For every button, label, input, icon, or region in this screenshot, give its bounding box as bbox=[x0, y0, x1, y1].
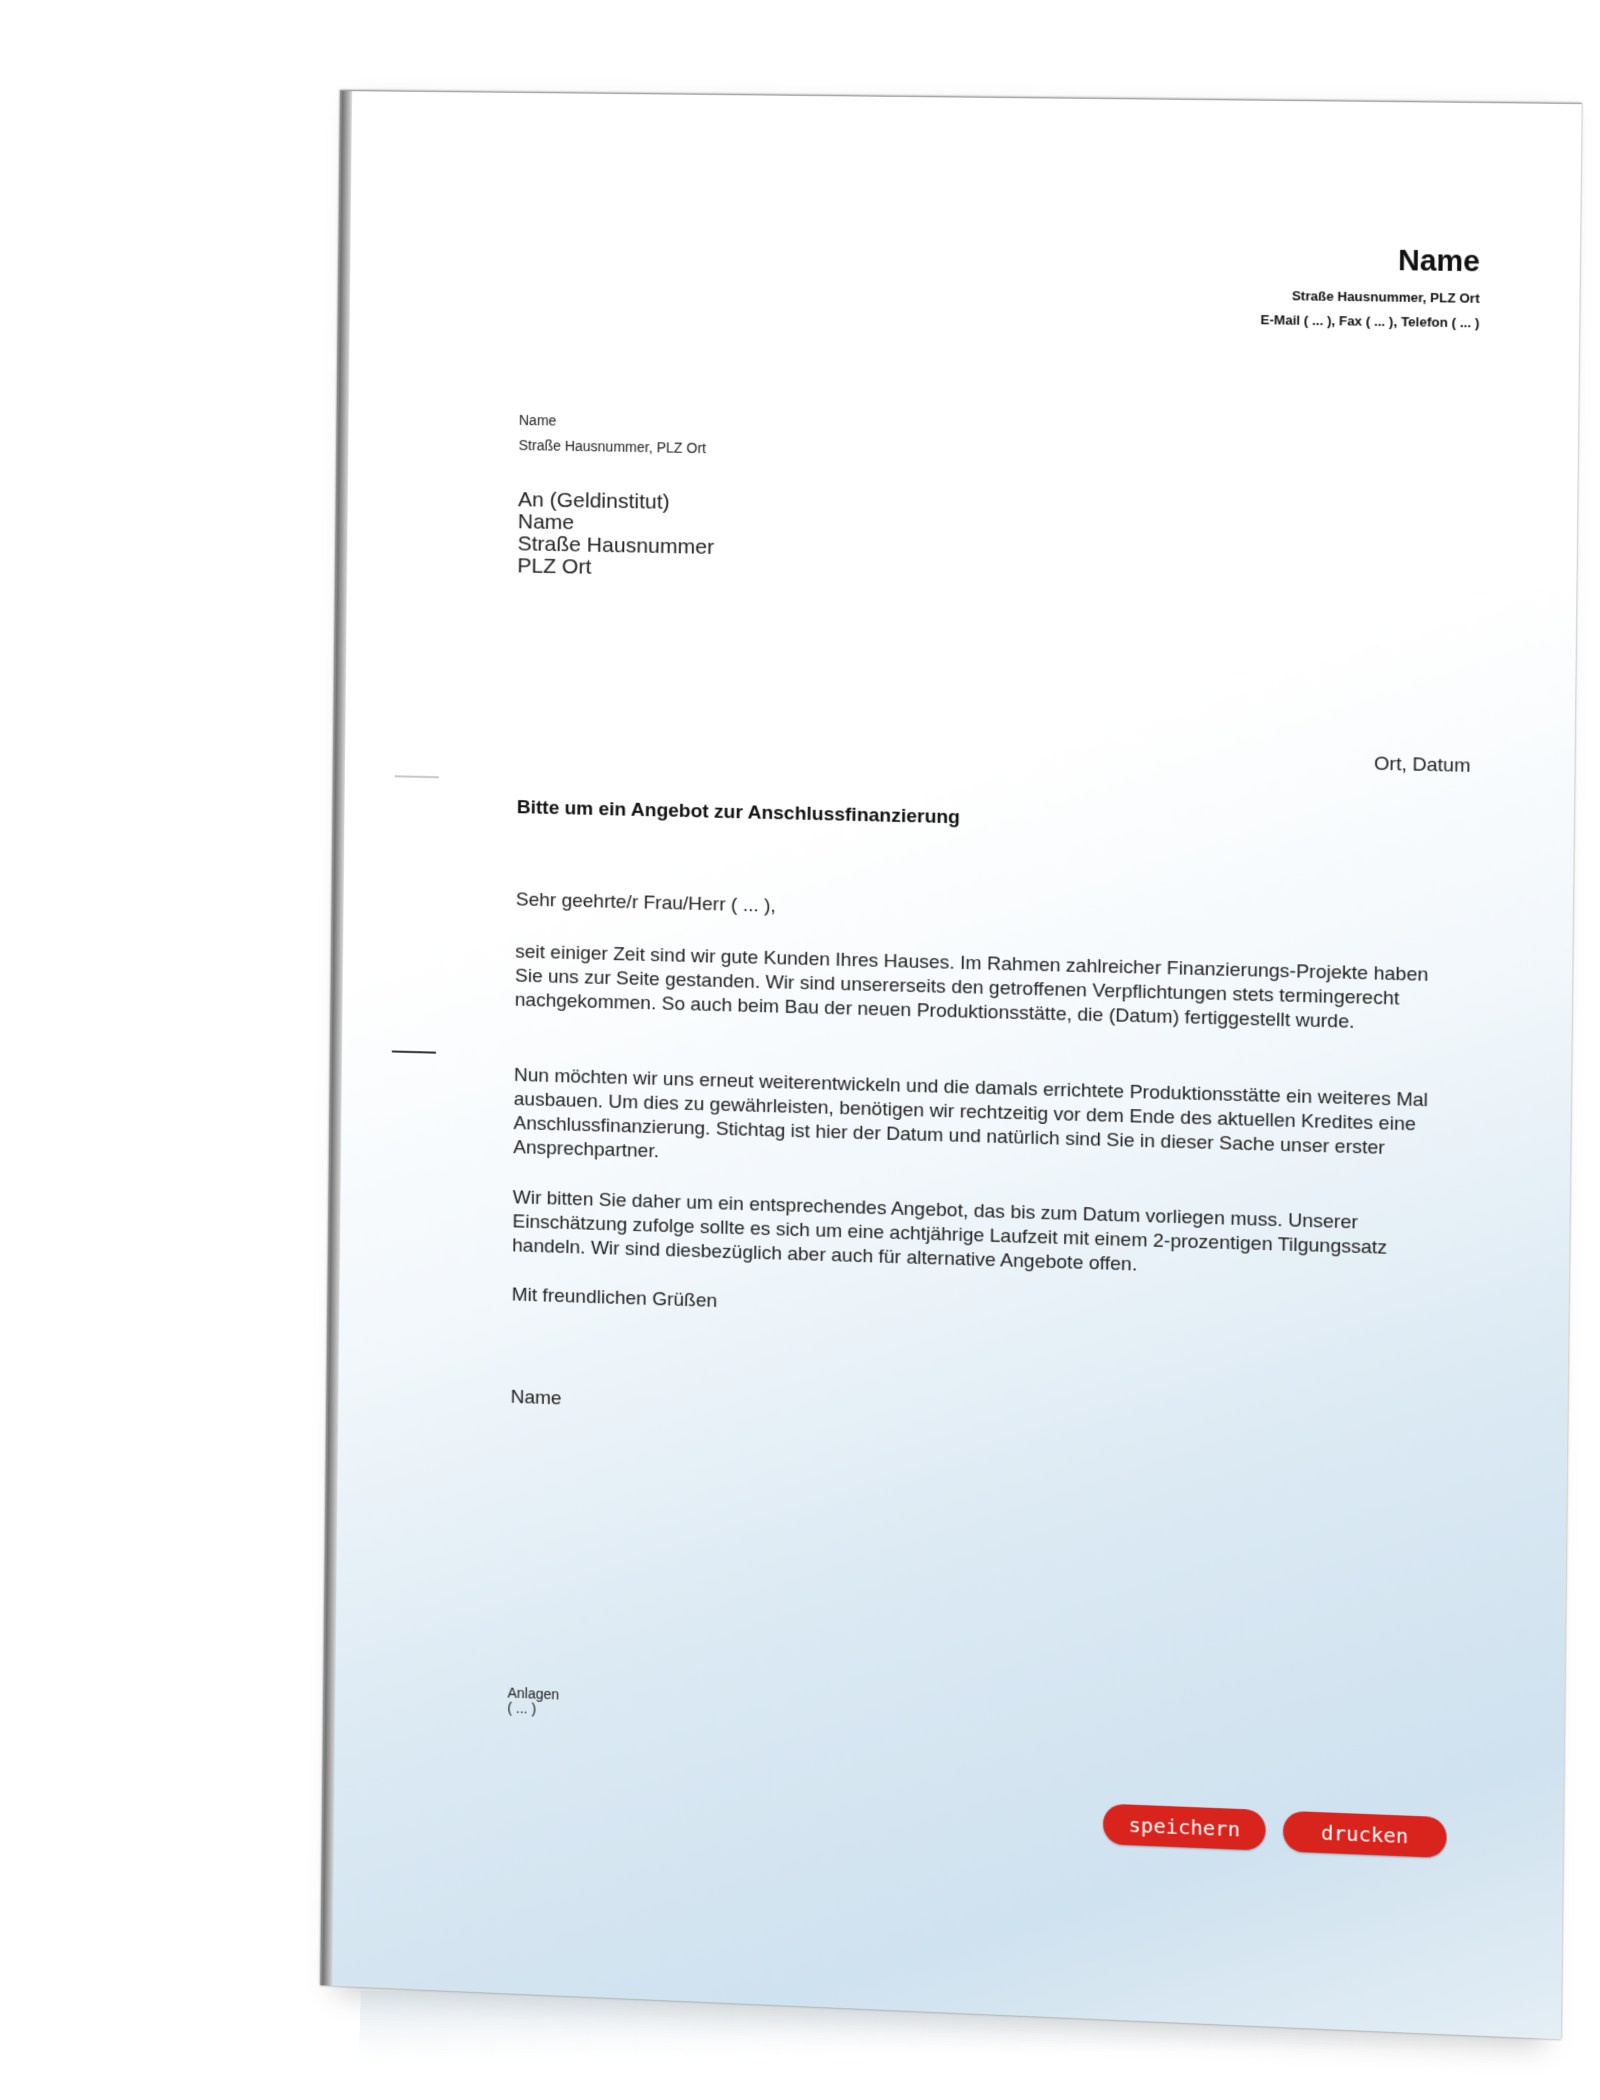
attachments-label: Anlagen bbox=[507, 1684, 560, 1703]
fold-mark bbox=[395, 775, 439, 778]
attachments-value: ( ... ) bbox=[507, 1699, 537, 1717]
salutation: Sehr geehrte/r Frau/Herr ( ... ), bbox=[515, 889, 776, 917]
letterhead-contact: E-Mail ( ... ), Fax ( ... ), Telefon ( ... ) bbox=[1260, 312, 1480, 331]
signature-name: Name bbox=[510, 1386, 562, 1410]
recipient-line: An (Geldinstitut) bbox=[517, 488, 670, 514]
recipient-line: Name bbox=[517, 510, 575, 535]
recipient-line: PLZ Ort bbox=[517, 554, 592, 579]
recipient-block bbox=[517, 489, 714, 581]
print-button[interactable]: drucken bbox=[1283, 1811, 1447, 1858]
place-date: Ort, Datum bbox=[1374, 753, 1471, 777]
document-page bbox=[320, 90, 1579, 2038]
return-address: Straße Hausnummer, PLZ Ort bbox=[518, 436, 707, 457]
letterhead-name: Name bbox=[1397, 244, 1481, 279]
return-name: Name bbox=[518, 411, 557, 429]
page-edge bbox=[322, 91, 352, 1986]
letter-sheet bbox=[320, 90, 1581, 2039]
recipient-line: Straße Hausnummer bbox=[517, 532, 715, 559]
paragraph: seit einiger Zeit sind wir gute Kunden Ihres Hauses. Im Rahmen zahlreicher Finanzierungs-Projekte haben Sie uns zur Seite gestanden. Wir sind unsererseits den getroffenen Verpflichtungen stets termingerecht nachgekommen. So auch beim Bau der neuen Produktionsstätte, die (Datum) fertiggestellt wurde. bbox=[514, 941, 1429, 1033]
attachments bbox=[507, 1685, 559, 1717]
save-button[interactable]: speichern bbox=[1103, 1804, 1266, 1851]
paragraph: Wir bitten Sie daher um ein entsprechendes Angebot, das bis zum Datum vorliegen muss. Unserer Einschätzung zufolge sollte es sich um eine achtjährige Laufzeit mit einem 2-prozentigen Tilgungssatz handeln. Wir sind diesbezüglich aber auch für alternative Angebote offen. bbox=[512, 1187, 1388, 1276]
closing: Mit freundlichen Grüßen bbox=[511, 1284, 718, 1312]
paragraph: Nun möchten wir uns erneut weiterentwickeln und die damals errichtete Produktionsstätte ein weiteres Mal ausbauen. Um dies zu gewährleisten, benötigen wir rechtzeitig vor dem Ende des aktuellen Kredites eine Anschlussfinanzierung. Stichtag ist hier der Datum und natürlich sind Sie in dieser Sache unser erster Ansprechpartner. bbox=[513, 1064, 1429, 1163]
letter-subject: Bitte um ein Angebot zur Anschlussfinanzierung bbox=[516, 797, 961, 829]
letterhead-address: Straße Hausnummer, PLZ Ort bbox=[1291, 288, 1480, 306]
punch-mark bbox=[392, 1050, 436, 1053]
